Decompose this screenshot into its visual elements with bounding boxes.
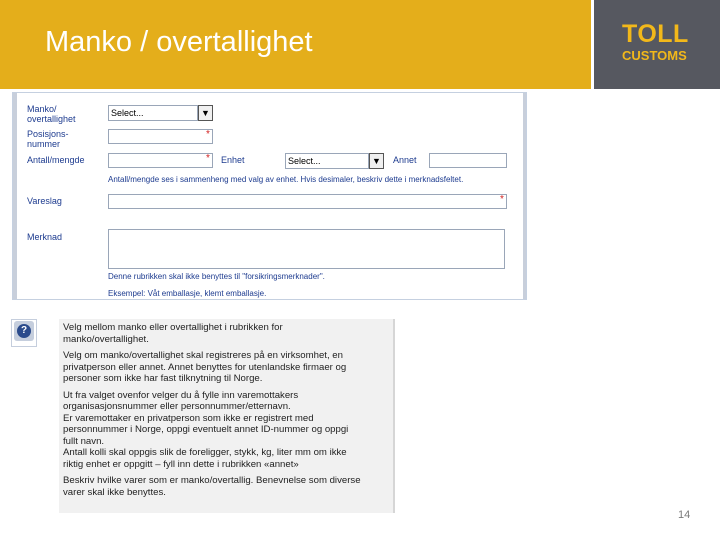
antall-note: Antall/mengde ses i sammenheng med valg av enhet. Hvis desimaler, beskriv dette i merknadsfeltet. <box>108 175 464 184</box>
slide-title: Manko / overtallighet <box>45 26 313 58</box>
enhet-label: Enhet <box>221 155 245 165</box>
annet-label: Annet <box>393 155 417 165</box>
help-paragraph: Beskriv hvilke varer som er manko/overtallig. Benevnelse som diverse varer skal ikke benyttes. <box>63 475 361 498</box>
manko-form <box>12 92 527 300</box>
vareslag-field[interactable] <box>108 194 507 209</box>
merknad-example: Eksempel: Våt emballasje, klemt emballasje. <box>108 289 267 298</box>
antall-label: Antall/mengde <box>27 155 85 165</box>
annet-field[interactable] <box>429 153 507 168</box>
posisjonsnummer-field[interactable] <box>108 129 213 144</box>
title-bar <box>0 0 591 89</box>
chevron-down-icon[interactable]: ▼ <box>369 153 384 169</box>
help-paragraph: Velg om manko/overtallighet skal registreres på en virksomhet, en privatperson eller annet. Annet benyttes for utenlandske firmaer og personer som ikke har fast tilknytning til Norge. <box>63 350 347 384</box>
required-mark: * <box>206 129 210 140</box>
question-mark-icon: ? <box>17 324 31 338</box>
manko-select-value: Select... <box>111 108 144 118</box>
form-left-border <box>13 93 17 299</box>
antall-field[interactable] <box>108 153 213 168</box>
vareslag-label: Vareslag <box>27 196 62 206</box>
help-paragraph: Ut fra valget ovenfor velger du å fylle inn varemottakers organisasjonsnummer eller personnummer/etternavn. Er varemottaker en privatperson som ikke er registrert med personnummer i Norge, oppgi eventuelt annet ID-nummer og oppgi fullt navn. Antall kolli skal oppgis slik de foreligger, stykk, kg, liter mm om ikke riktig enhet er oppgitt – fyll inn dette i rubrikken «annet» <box>63 389 349 470</box>
manko-label: Manko/ overtallighet <box>27 104 76 124</box>
merknad-note: Denne rubrikken skal ikke benyttes til "forsikringsmerknader". <box>108 272 325 281</box>
toll-customs-logo <box>594 0 720 89</box>
required-mark: * <box>500 194 504 205</box>
merknad-label: Merknad <box>27 232 63 242</box>
logo-toll-text: TOLL <box>622 20 689 48</box>
help-icon[interactable] <box>14 321 34 341</box>
help-text-panel <box>59 319 395 513</box>
chevron-down-icon[interactable]: ▼ <box>198 105 213 121</box>
required-mark: * <box>206 153 210 164</box>
merknad-textarea[interactable] <box>108 229 505 269</box>
help-paragraph: Velg mellom manko eller overtallighet i rubrikken for manko/overtallighet. <box>63 322 283 345</box>
manko-select[interactable] <box>108 105 210 121</box>
posisjon-label: Posisjons- nummer <box>27 129 69 149</box>
logo-customs-text: CUSTOMS <box>622 48 687 63</box>
enhet-select-value: Select... <box>288 156 321 166</box>
form-right-border <box>523 93 526 299</box>
page-number: 14 <box>678 509 691 521</box>
enhet-select[interactable] <box>285 153 381 169</box>
